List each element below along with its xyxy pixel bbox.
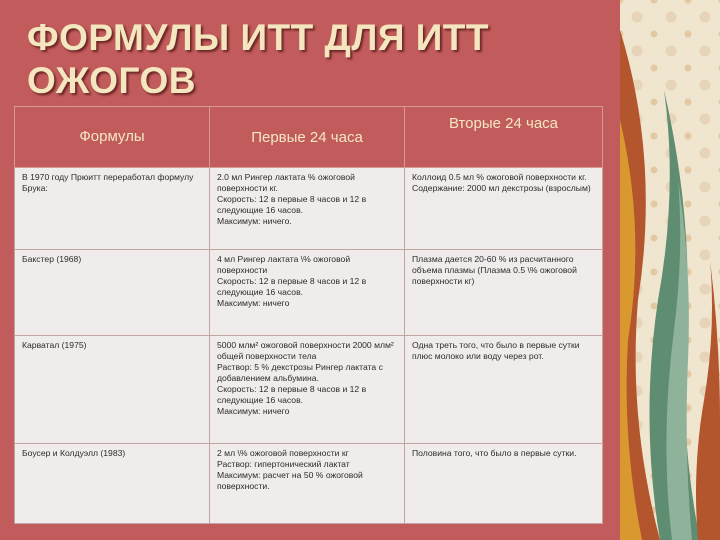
first-24h-cell: 4 мл Рингер лактата \% ожоговой поверхности Скорость: 12 в первые 8 часов и 12 в следующие 16 часов. Максимум: ничего (210, 250, 405, 336)
table-row (15, 168, 603, 250)
first-24h-cell: 5000 млм² ожоговой поверхности 2000 млм² общей поверхности тела Раствор: 5 % декстрозы Рингер лактата с добавлением альбумина. Скорость: 12 в первые 8 часов и 12 в следующие 16 часов. Максимум: ничего (210, 336, 405, 444)
formula-cell: В 1970 году Прюитт переработал формулу Брука: (15, 168, 210, 250)
second-24h-cell: Коллоид 0.5 мл % ожоговой поверхности кг. Содержание: 2000 мл декстрозы (взрослым) (405, 168, 603, 250)
formulas-table (14, 106, 603, 524)
second-24h-cell: Плазма дается 20-60 % из расчитанного объема плазмы (Плазма 0.5 \% ожоговой поверхности кг) (405, 250, 603, 336)
slide-title (27, 16, 587, 102)
second-24h-cell: Одна треть того, что было в первые сутки плюс молоко или воду через рот. (405, 336, 603, 444)
decorative-ribbon-panel (620, 0, 720, 540)
formula-cell: Бакстер (1968) (15, 250, 210, 336)
formula-cell: Карватал (1975) (15, 336, 210, 444)
table-row (15, 444, 603, 524)
header-formulas: Формулы (15, 107, 210, 168)
table-header-row (15, 107, 603, 168)
first-24h-cell: 2.0 мл Рингер лактата % ожоговой поверхности кг. Скорость: 12 в первые 8 часов и 12 в следующие 16 часов. Максимум: ничего. (210, 168, 405, 250)
slide-title-line-1: ФОРМУЛЫ ИТТ ДЛЯ ИТТ (27, 17, 490, 58)
table-row (15, 336, 603, 444)
decorative-ribbon-graphic (620, 0, 720, 540)
first-24h-cell: 2 мл \% ожоговой поверхности кг Раствор: гипертонический лактат Максимум: расчет на 50 % ожоговой поверхности. (210, 444, 405, 524)
slide-title-line-2: ОЖОГОВ (27, 60, 197, 101)
header-first-24h: Первые 24 часа (210, 107, 405, 168)
header-second-24h: Вторые 24 часа (405, 107, 603, 168)
formula-cell: Боусер и Колдуэлл (1983) (15, 444, 210, 524)
table-row (15, 250, 603, 336)
second-24h-cell: Половина того, что было в первые сутки. (405, 444, 603, 524)
